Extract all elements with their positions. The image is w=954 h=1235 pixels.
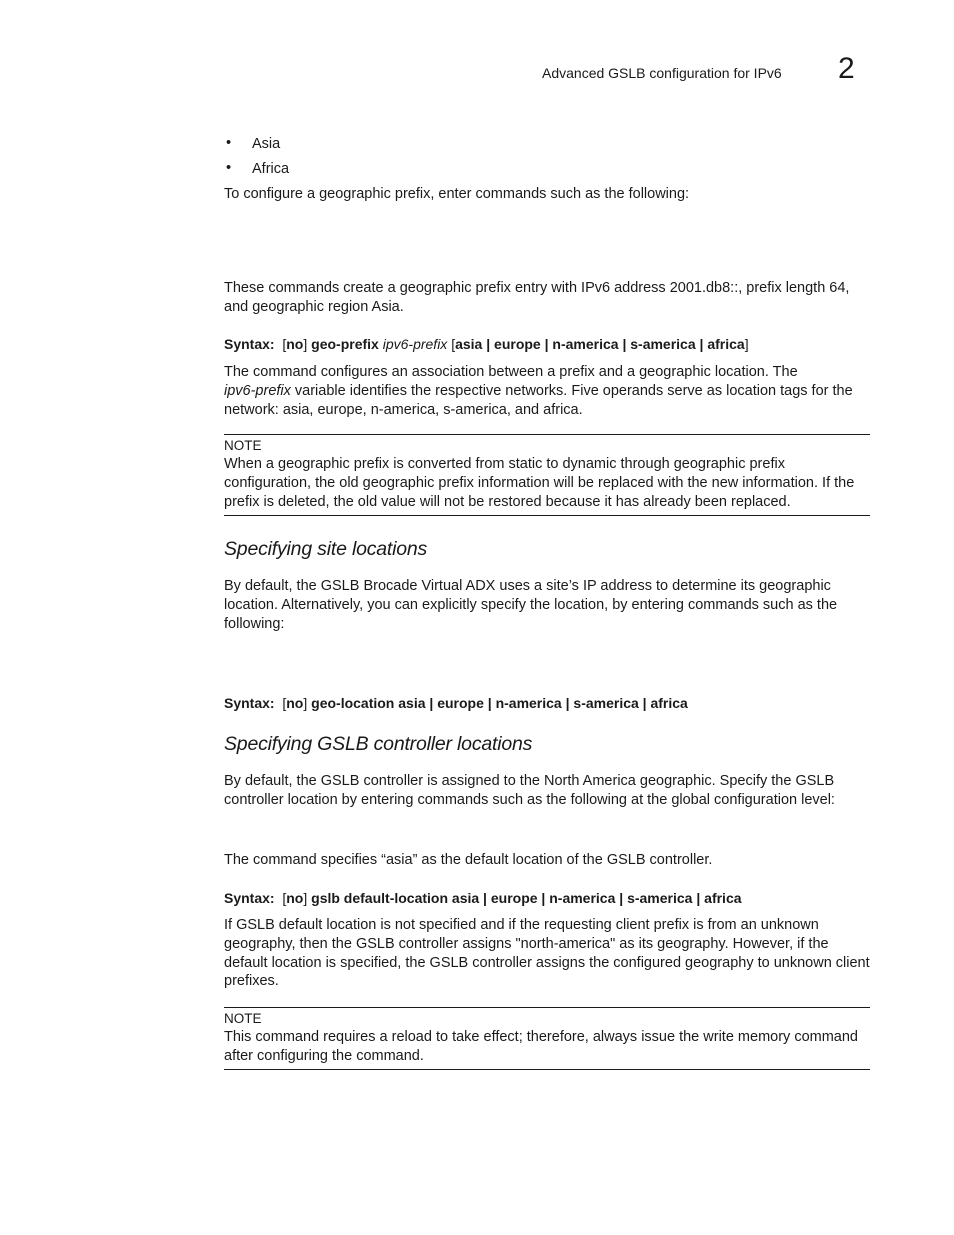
note-bottom-rule [224,1069,870,1070]
controller-paragraph: By default, the GSLB controller is assigned to the North America geographic. Specify the GSLB controller location by entering commands such as the following at the global configuration level: [224,773,835,808]
intro-paragraph: To configure a geographic prefix, enter commands such as the following: [224,186,690,202]
syntax-geo-location: Syntax: [no] geo-location asia | europe | n-america | s-america | africa [224,695,688,711]
running-header-title: Advanced GSLB configuration for IPv6 [542,65,782,81]
syntax-label: Syntax: [224,890,275,906]
syntax-gslb-default-location: Syntax: [no] gslb default-location asia | europe | n-america | s-america | africa [224,890,742,906]
site-locations-paragraph: By default, the GSLB Brocade Virtual ADX uses a site’s IP address to determine its geographic location. Alternatively, you can explicitly specify the location, by entering commands such as the following: [224,578,838,632]
bullet-item-asia: Asia [252,136,281,152]
note-label: NOTE [224,438,262,453]
controller-result-paragraph: The command specifies “asia” as the default location of the GSLB controller. [224,852,713,868]
heading-site-locations: Specifying site locations [224,538,428,560]
note-top-rule [224,434,870,435]
note-top-rule [224,1007,870,1008]
bullet-item-africa: Africa [252,161,290,177]
syntax-label: Syntax: [224,336,275,352]
note-text: When a geographic prefix is converted from static to dynamic through geographic prefix configuration, the old geographic prefix information will be replaced with the new information. If the prefix is deleted, the old value will not be restored because it has already been replaced. [224,456,855,510]
note-label: NOTE [224,1011,262,1026]
default-location-paragraph: If GSLB default location is not specified and if the requesting client prefix is from an unknown geography, then the GSLB controller assigns "north-america" as its geography. However, if the default location is specified, the GSLB controller assigns the configured geography to unknown client prefixes. [224,917,870,990]
syntax-geo-prefix: Syntax: [no] geo-prefix ipv6-prefix [asia | europe | n-america | s-america | africa] [224,336,749,352]
syntax-label: Syntax: [224,695,275,711]
heading-controller-locations: Specifying GSLB controller locations [224,733,533,755]
note-bottom-rule [224,515,870,516]
prefix-paragraph: These commands create a geographic prefix entry with IPv6 address 2001.db8::, prefix length 64, and geographic region Asia. [224,280,850,315]
chapter-number: 2 [838,52,855,85]
bullet-icon: • [226,135,232,151]
command-description: The command configures an association between a prefix and a geographic location. The ipv6-prefix variable identifies the respective networks. Five operands serve as location tags for the network: asia, europe, n-america, s-america, and africa. [224,364,853,418]
bullet-icon: • [226,160,232,176]
note-text: This command requires a reload to take effect; therefore, always issue the write memory command after configuring the command. [224,1029,858,1064]
